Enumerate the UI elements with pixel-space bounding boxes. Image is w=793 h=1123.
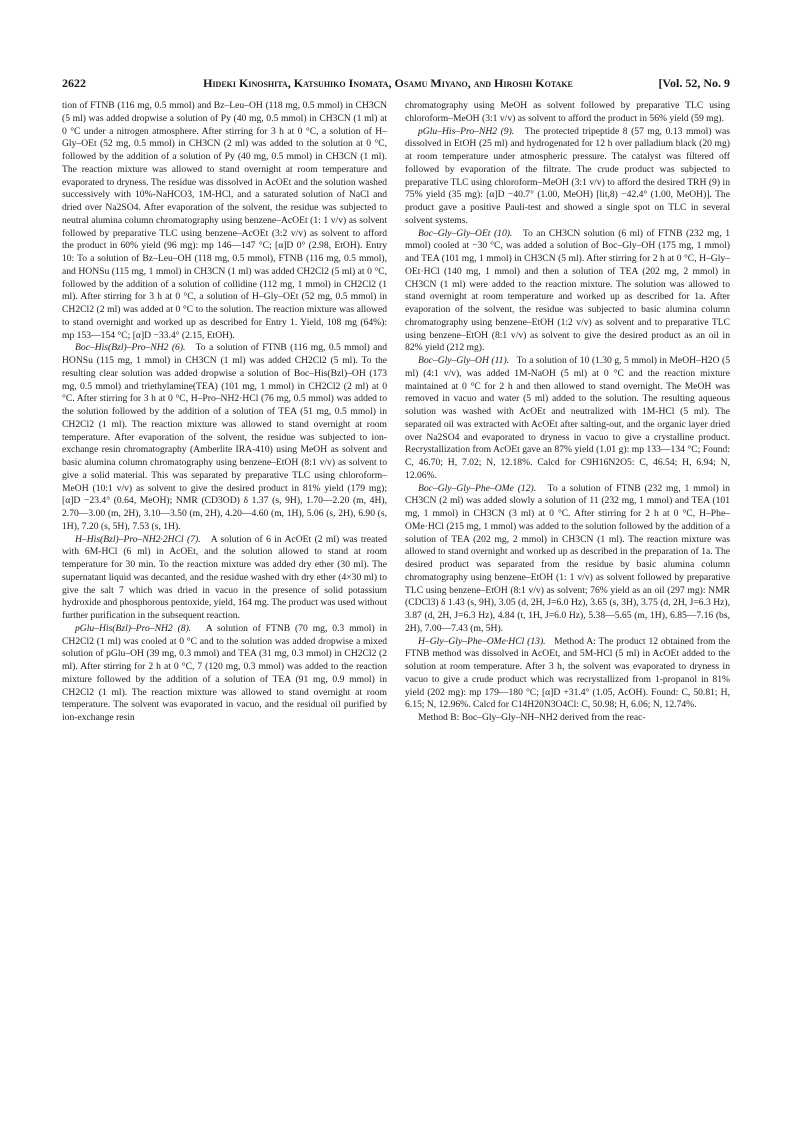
- compound-heading: H–His(Bzl)–Pro–NH2·2HCl (7).: [75, 533, 201, 545]
- paragraph-text: To an CH3CN solution (6 ml) of FTNB (232 mg, 1 mmol) cooled at −30 °C, was added a solution of Boc–Gly–OH (175 mg, 1 mmol) and TEA (101 mg, 1 mmol) in CH3CN (5 ml). After stirring for 2 h at 0 °C, H–Gly–OEt·HCl (140 mg, 1 mmol) and then a solution of TEA (202 mg, 2 mmol) in CH3CN (1 ml) were added to the reaction mixture. The solution was allowed to stand overnight at room temperature and worked up as described for 1a. After evaporation of the solvent, the residue was subjected to basic alumina column chromatography using benzene–EtOH (1:2 v/v) as solvent and to preparative TLC using benzene–EtOH (8:1 v/v) as solvent to give the desired product as an oil in 82% yield (212 mg).: [405, 227, 731, 354]
- compound-heading: Boc–Gly–Gly–OH (11).: [418, 355, 510, 366]
- compound-heading: H–Gly–Gly–Phe–OMe·HCl (13).: [418, 635, 546, 647]
- page-header: [62, 74, 730, 92]
- paragraph-text: tion of FTNB (116 mg, 0.5 mmol) and Bz–Leu–OH (118 mg, 0.5 mmol) in CH3CN (5 ml) was added dropwise a solution of Py (40 mg, 0.5 mmol) in CH3CN (1 ml) at 0 °C under a nitrogen atmosphere. After stirring for 3 h at 0 °C, a solution of H–Gly–OEt (52 mg, 0.5 mmol) in CH3CN (2 ml) was added to the solution at 0 °C, followed by the addition of a solution of Py (40 mg, 0.5 mmol) in CH3CN (1 ml). The reaction mixture was allowed to stand overnight at room temperature and evaporated to dryness. The residue was dissolved in AcOEt and the solution washed successively with 10%-NaHCO3, 1M-HCl, and a saturated solution of NaCl and dried over Na2SO4. After evaporation of the solvent, the residue was subjected to neutral alumina column chromatography using benzene–AcOEt (1: 1 v/v) as solvent followed by preparative TLC using benzene–AcOEt (3:2 v/v) as solvent to afford the product in 60% yield (96 mg): mp 146—147 °C; [α]D 0° (2.98, EtOH). Entry 10: To a solution of Bz–Leu–OH (118 mg, 0.5 mmol), FTNB (116 mg, 0.5 mmol), and HONSu (115 mg, 1 mmol) in CH3CN (1 ml) was added CH2Cl2 (5 ml) at 0 °C, followed by the addition of a solution of collidine (112 mg, 1 mmol) in CH2Cl2 (1 ml). After stirring for 3 h at 0 °C, a solution of H–Gly–OEt (52 mg, 0.5 mmol) in CH2Cl2 (2 ml) was added at 0 °C to the solution. The reaction mixture was allowed to stand overnight and worked up as described for Entry 1. Yield, 108 mg (64%): mp 153—154 °C; [α]D −33.4° (2.15, EtOH).: [62, 100, 387, 341]
- page-number: 2622: [62, 76, 86, 90]
- paragraph: [62, 342, 387, 533]
- paragraph-text: Method B: Boc–Gly–Gly–NH–NH2 derived from the reac-: [418, 712, 646, 723]
- paragraph-text: chromatography using MeOH as solvent followed by preparative TLC using chloroform–MeOH (3:1 v/v) as solvent to afford the product in 56% yield (59 mg).: [405, 100, 730, 124]
- volume-issue: [Vol. 52, No. 9: [658, 76, 730, 90]
- right-column: [405, 100, 730, 725]
- paragraph: [405, 228, 730, 356]
- compound-heading: pGlu–His(Bzl)–Pro–NH2 (8).: [75, 622, 192, 634]
- paragraph: [62, 623, 387, 725]
- paragraph: [405, 100, 730, 126]
- paragraph-text: To a solution of FTNB (116 mg, 0.5 mmol) and HONSu (115 mg, 1 mmol) in CH3CN (1 ml) was added CH2Cl2 (5 ml). To the resulting clear solution was added dropwise a solution of Boc–His(Bzl)–OH (173 mg, 0.5 mmol) and triethylamine(TEA) (101 mg, 1 mmol) in CH2Cl2 (2 ml) at 0 °C. After stirring for 3 h at 0 °C, H–Pro–NH2·HCl (76 mg, 0.5 mmol) was added to the solution followed by the addition of a solution of TEA (51 mg, 0.5 mmol) in CH2Cl2 (1 ml). The reaction mixture was allowed to stand overnight at room temperature. After evaporation of the solvent, the residue was subjected to ion-exchange resin chromatography (Amberlite IRA-410) using MeOH as solvent and basic alumina column chromatography using benzene–EtOH (8:1 v/v) as solvent to give a solid material. This was separated by preparative TLC using chloroform–MeOH (10:1 v/v) as solvent to give the desired product in 81% yield (179 mg); [α]D −23.4° (0.64, MeOH); NMR (CD3OD) δ 1.37 (s, 9H), 1.70—2.20 (m, 4H), 2.70—3.00 (m, 2H), 3.10—3.50 (m, 2H), 4.20—4.60 (m, 1H), 5.06 (s, 2H), 6.90 (s, 1H), 7.20 (s, 5H), 7.53 (s, 1H).: [62, 342, 388, 532]
- compound-heading: Boc–His(Bzl)–Pro–NH2 (6).: [75, 342, 186, 354]
- compound-heading: Boc–Gly–Gly–Phe–OMe (12).: [418, 482, 537, 494]
- paragraph-text: The protected tripeptide 8 (57 mg, 0.13 mmol) was dissolved in EtOH (25 ml) and hydrogenated for 12 h over palladium black (20 mg) at room temperature under atmospheric pressure. The catalyst was filtered off followed by evaporation of the filtrate. The crude product was subjected to preparative TLC using chloroform–MeOH (3:1 v/v) to afford the desired TRH (9) in 75% yield (35 mg): [α]D −40.7° (1.00, MeOH) [lit,8) −42.4° (1.00, MeOH)]. The product gave a positive Pauli-test and showed a single spot on TLC in several solvent systems.: [405, 125, 730, 226]
- paragraph-text: To a solution of FTNB (232 mg, 1 mmol) in CH3CN (2 ml) was added slowly a solution of 11 (232 mg, 1 mmol) and TEA (101 mg, 1 mmol) in CH3CN (3 ml) at 0 °C. After stirring for 2 h at 0 °C, H–Phe–OMe·HCl (215 mg, 1 mmol) was added to the solution followed by the addition of a solution of TEA (202 mg, 2 mmol) in CH3CN (1 ml). The reaction mixture was allowed to stand overnight and worked up as described in the preparation of 1a. The desired product was separated from the residue by basic alumina column chromatography using benzene–EtOH (1: 1 v/v) as solvent followed by preparative TLC using benzene–EtOH (8:1 v/v) as solvent; 76% yield as an oil (297 mg): NMR (CDCl3) δ 1.43 (s, 9H), 3.05 (d, 2H, J=6.0 Hz), 3.65 (s, 3H), 3.75 (d, 2H, J=6.3 Hz), 3.87 (d, 2H, J=6.3 Hz), 4.84 (t, 1H, J=6.0 Hz), 5.38—5.65 (m, 1H), 6.85—7.16 (bs, 2H), 7.00—7.43 (m, 5H).: [405, 482, 730, 634]
- paragraph: [62, 534, 387, 623]
- paragraph: [62, 100, 387, 342]
- paragraph: [405, 126, 730, 228]
- paragraph: [405, 712, 730, 725]
- paragraph: [405, 483, 730, 636]
- compound-heading: Boc–Gly–Gly–OEt (10).: [418, 227, 513, 239]
- paragraph-text: To a solution of 10 (1.30 g, 5 mmol) in MeOH–H2O (5 ml) (4:1 v/v), was added 1M-NaOH (5 ml) at 0 °C and the reaction mixture maintained at 0 °C for 2 h and then allowed to stand overnight. The MeOH was removed in vacuo and water (5 ml) added to the solution. The resulting aqueous solution was washed with AcOEt and neutralized with 1M-HCl (5 ml). The separated oil was extracted with AcOEt after salting-out, and the organic layer dried over Na2SO4 and evaporated to dryness in vacuo to give a crystalline product. Recrystallization from AcOEt gave an 87% yield (1.01 g): mp 133—134 °C; Found: C, 46.70; H, 7.02; N, 12.18%. Calcd for C9H16N2O5: C, 46.54; H, 6.94; N, 12.06%.: [405, 355, 730, 481]
- compound-heading: pGlu–His–Pro–NH2 (9).: [418, 125, 515, 137]
- paragraph: [405, 636, 730, 713]
- running-authors: Hideki Kinoshita, Katsuhiko Inomata, Osamu Miyano, and Hiroshi Kotake: [203, 76, 573, 90]
- left-column: [62, 100, 387, 725]
- paragraph: [405, 355, 730, 483]
- paragraph-text: A solution of FTNB (70 mg, 0.3 mmol) in CH2Cl2 (1 ml) was cooled at 0 °C and to the solution was added dropwise a mixed solution of pGlu–OH (39 mg, 0.3 mmol) and TEA (31 mg, 0.3 mmol) in CH2Cl2 (2 ml). After stirring for 2 h at 0 °C, 7 (120 mg, 0.3 mmol) was added to the reaction mixture followed by the addition of a solution of TEA (91 mg, 0.9 mmol) in CH2Cl2 (1 ml). The reaction mixture was allowed to stand overnight at room temperature. The solvent was evaporated in vacuo, and the residual oil purified by ion-exchange resin: [62, 622, 387, 723]
- paragraph-text: A solution of 6 in AcOEt (2 ml) was treated with 6M-HCl (6 ml) in AcOEt, and the solution allowed to stand at room temperature for 30 min. To the reaction mixture was added dry ether (30 ml). The supernatant liquid was decanted, and the residue washed with dry ether (4×30 ml) to give the salt 7 which was dried in vacuo in the presence of solid potassium hydroxide and phosphorous pentoxide, yield, 164 mg. The product was used without further purification in the subsequent reaction.: [62, 533, 387, 621]
- paragraph-text: Method A: The product 12 obtained from the FTNB method was dissolved in AcOEt, and 5M-HCl (5 ml) in AcOEt added to the solution at room temperature. After 3 h, the solvent was evaporated to dryness in vacuo to give a crude product which was recrystallized from 1-propanol in 81% yield (202 mg): mp 179—180 °C; [α]D +31.4° (1.05, AcOH). Found: C, 50.81; H, 6.15; N, 12.96%. Calcd for C14H20N3O4Cl: C, 50.98; H, 6.06; N, 12.74%.: [405, 635, 730, 711]
